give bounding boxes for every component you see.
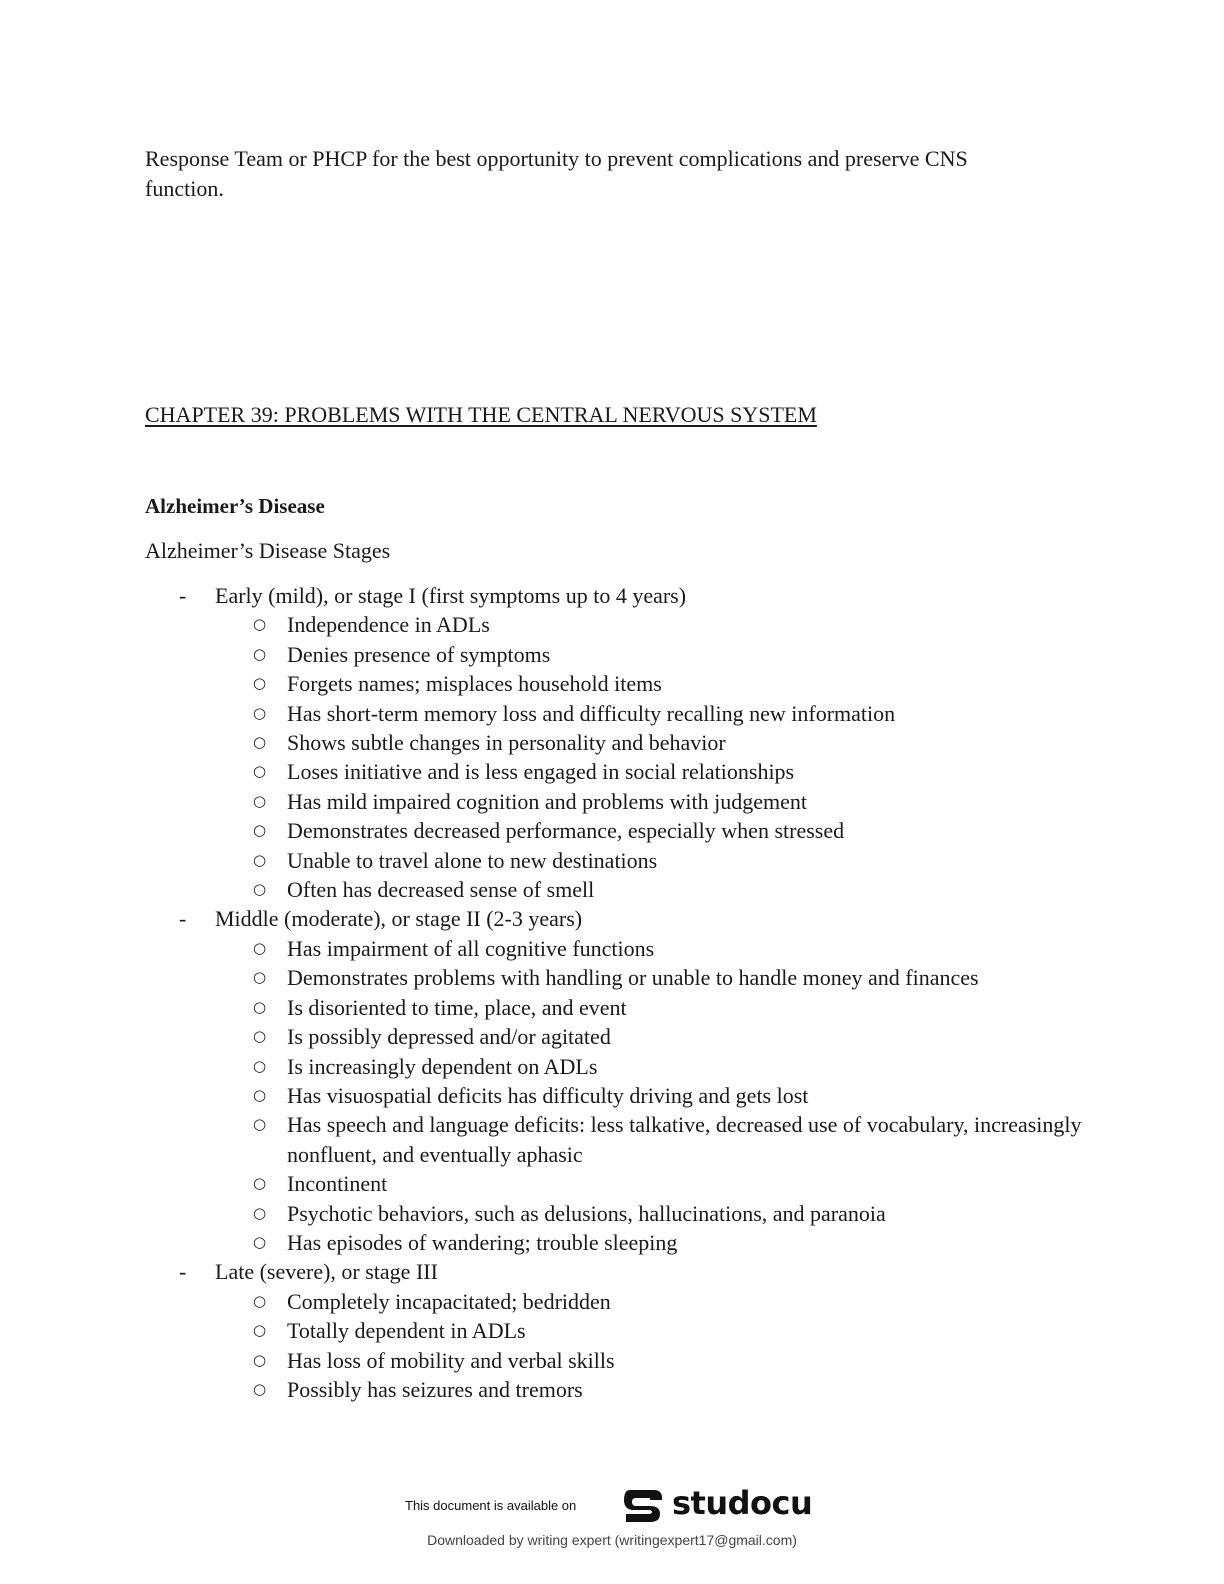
circle-bullet-icon: ○ xyxy=(253,674,267,693)
circle-bullet-icon: ○ xyxy=(253,1291,267,1310)
stage-title: Middle (moderate), or stage II (2-3 years) xyxy=(215,906,583,932)
stage-title: Early (mild), or stage I (first symptoms up to 4 years) xyxy=(215,583,687,608)
studocu-logo-icon[interactable] xyxy=(620,1482,666,1528)
symptom-text: Often has decreased sense of smell xyxy=(287,877,595,903)
availability-text: This document is available on xyxy=(405,1498,577,1513)
symptom-item xyxy=(215,1022,1105,1051)
symptom-item xyxy=(215,1110,1105,1169)
stage-item xyxy=(145,581,1105,904)
symptom-item xyxy=(215,846,1105,875)
symptom-text: Possibly has seizures and tremors xyxy=(287,1376,583,1402)
symptom-text: Is possibly depressed and/or agitated xyxy=(287,1024,611,1050)
symptom-item xyxy=(215,816,1105,845)
circle-bullet-icon: ○ xyxy=(253,733,267,752)
circle-bullet-icon: ○ xyxy=(253,1203,267,1222)
symptom-item xyxy=(215,1199,1105,1228)
symptom-item xyxy=(215,728,1105,757)
circle-bullet-icon: ○ xyxy=(253,1174,267,1193)
symptom-item xyxy=(215,1228,1105,1257)
circle-bullet-icon: ○ xyxy=(253,968,267,987)
symptom-text: Has episodes of wandering; trouble sleeping xyxy=(287,1229,678,1255)
stage-symptom-list xyxy=(215,1287,1105,1405)
symptom-text: Psychotic behaviors, such as delusions, hallucinations, and paranoia xyxy=(287,1200,886,1226)
symptom-item xyxy=(215,934,1105,963)
circle-bullet-icon: ○ xyxy=(253,644,267,663)
circle-bullet-icon: ○ xyxy=(253,821,267,840)
chapter-heading: CHAPTER 39: PROBLEMS WITH THE CENTRAL NERVOUS SYSTEM xyxy=(145,402,817,427)
symptom-item xyxy=(215,1052,1105,1081)
symptom-text: Has mild impaired cognition and problems with judgement xyxy=(287,788,807,814)
symptom-text: Is increasingly dependent on ADLs xyxy=(287,1053,598,1079)
circle-bullet-icon: ○ xyxy=(253,1379,267,1398)
symptom-text: Is disoriented to time, place, and event xyxy=(287,994,627,1020)
stage-symptom-list xyxy=(215,934,1105,1257)
symptom-item xyxy=(215,963,1105,992)
symptom-text: Demonstrates decreased performance, especially when stressed xyxy=(287,818,845,844)
symptom-item xyxy=(215,699,1105,728)
symptom-item xyxy=(215,1081,1105,1110)
dash-bullet: - xyxy=(179,906,187,932)
symptom-item xyxy=(215,1346,1105,1375)
symptom-item xyxy=(215,875,1105,904)
symptom-item xyxy=(215,1316,1105,1345)
symptom-item xyxy=(215,1287,1105,1316)
circle-bullet-icon: ○ xyxy=(253,703,267,722)
stage-symptom-list xyxy=(215,610,1105,904)
footer xyxy=(0,1478,1224,1558)
section-heading: Alzheimer’s Disease xyxy=(145,494,325,518)
circle-bullet-icon: ○ xyxy=(253,1350,267,1369)
symptom-text: Denies presence of symptoms xyxy=(287,641,551,667)
circle-bullet-icon: ○ xyxy=(253,791,267,810)
circle-bullet-icon: ○ xyxy=(253,938,267,957)
stage-item xyxy=(145,904,1105,1257)
continuation-paragraph: Response Team or PHCP for the best opportunity to prevent complications and preserve CNS function. xyxy=(145,146,968,201)
symptom-item xyxy=(215,1375,1105,1404)
symptom-item xyxy=(215,757,1105,786)
symptom-item xyxy=(215,787,1105,816)
symptom-text: Incontinent xyxy=(287,1171,388,1197)
circle-bullet-icon: ○ xyxy=(253,850,267,869)
symptom-item xyxy=(215,993,1105,1022)
dash-bullet: - xyxy=(179,583,187,608)
symptom-text: Completely incapacitated; bedridden xyxy=(287,1288,611,1314)
circle-bullet-icon: ○ xyxy=(253,1085,267,1104)
studocu-wordmark[interactable]: studocu xyxy=(672,1484,813,1522)
circle-bullet-icon: ○ xyxy=(253,1056,267,1075)
dash-bullet: - xyxy=(179,1259,187,1285)
subsection-heading: Alzheimer’s Disease Stages xyxy=(145,538,391,563)
symptom-text: Shows subtle changes in personality and behavior xyxy=(287,730,726,756)
circle-bullet-icon: ○ xyxy=(253,880,267,899)
circle-bullet-icon: ○ xyxy=(253,762,267,781)
download-attribution: Downloaded by writing expert (writingexpert17@gmail.com) xyxy=(427,1532,797,1548)
symptom-text: Independence in ADLs xyxy=(287,612,490,638)
symptom-text: Has loss of mobility and verbal skills xyxy=(287,1347,615,1373)
stage-item xyxy=(145,1257,1105,1404)
stages-list xyxy=(145,581,1105,1404)
symptom-item xyxy=(215,669,1105,698)
symptom-text: Unable to travel alone to new destinations xyxy=(287,847,658,873)
symptom-text: Has visuospatial deficits has difficulty driving and gets lost xyxy=(287,1082,809,1108)
symptom-text: Has speech and language deficits: less talkative, decreased use of vocabulary, increasingly nonfluent, and eventually aphasic xyxy=(287,1112,1082,1167)
circle-bullet-icon: ○ xyxy=(253,1321,267,1340)
symptom-item xyxy=(215,640,1105,669)
symptom-text: Totally dependent in ADLs xyxy=(287,1318,526,1344)
symptom-text: Demonstrates problems with handling or unable to handle money and finances xyxy=(287,965,979,991)
symptom-text: Loses initiative and is less engaged in social relationships xyxy=(287,759,795,785)
circle-bullet-icon: ○ xyxy=(253,1115,267,1134)
circle-bullet-icon: ○ xyxy=(253,615,267,634)
stage-title: Late (severe), or stage III xyxy=(215,1259,438,1285)
circle-bullet-icon: ○ xyxy=(253,1027,267,1046)
symptom-item xyxy=(215,610,1105,639)
symptom-text: Has impairment of all cognitive functions xyxy=(287,935,655,961)
symptom-text: Has short-term memory loss and difficulty recalling new information xyxy=(287,700,896,726)
symptom-item xyxy=(215,1169,1105,1198)
circle-bullet-icon: ○ xyxy=(253,1232,267,1251)
circle-bullet-icon: ○ xyxy=(253,997,267,1016)
symptom-text: Forgets names; misplaces household items xyxy=(287,671,662,697)
